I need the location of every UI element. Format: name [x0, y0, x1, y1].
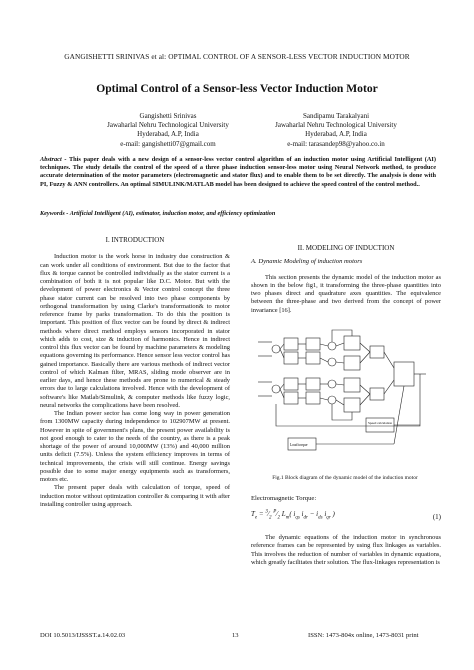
author-location: Hyderabad, A.P, India	[305, 130, 367, 139]
author-name: Gangishetti Srinivas	[139, 112, 197, 120]
intro-paragraph: The Indian power sector has come long way in power generation from 1300MW capacity during independence to 102907MW at present. However in spite of government's plans, the present power availability is not good enough to cater to the needs of the country, as there is a peak shortage of the power of around 10,000MW (13%) and 40,000 million units deficit (7.5%). Unless the system efficiency improves in terms of technical improvements, the crisis will still continue. Energy savings possible due to some major energy equipments such as transformers, motors etc.	[40, 410, 230, 483]
speed-block-label: Speed calculation	[368, 421, 393, 425]
author-affiliation: Jawaharlal Nehru Technological University	[275, 121, 397, 130]
intro-paragraph: The present paper deals with calculation of torque, speed of induction motor without optimization controller & comparing it with after installing controller using approach.	[40, 484, 230, 508]
equation-number: (1)	[432, 513, 441, 521]
subsection-heading: A. Dynamic Modeling of induction motors	[251, 258, 363, 266]
load-torque-label: Load torque	[290, 443, 308, 447]
equation-body: $T_e$ = $^3⁄_2$ $^P⁄_2$ $L_m$( $i_{qs}$ $i_{dr} - i_{ds}$ $i_{qr}$ )	[251, 510, 335, 521]
author-affiliation: Jawaharlal Nehru Technological University	[107, 121, 229, 130]
footer-issn: ISSN: 1473-804x online, 1473-8031 print	[308, 632, 419, 639]
torque-label: Electromagnetic Torque:	[251, 495, 317, 502]
author-email: e-mail: gangishetti07@gmail.com	[120, 139, 216, 148]
keywords-text: Artificial Intelligent (AI), estimator, induction motor, and efficiency optimization	[69, 210, 276, 217]
paper-title: Optimal Control of a Sensor-less Vector Induction Motor	[96, 82, 378, 95]
keywords	[40, 210, 436, 217]
left-column	[40, 236, 230, 509]
figure-caption: Fig.1 Block diagram of the dynamic model of the induction motor	[272, 475, 418, 481]
modeling-paragraph: The dynamic equations of the induction motor in synchronous reference frames can be represented by using flux linkages as variables. This involves the reduction of number of variables in dynamic equations, which greatly facilitates their solution. The flux-linkages representation is	[251, 534, 441, 566]
abstract	[40, 156, 436, 189]
right-column-top	[251, 244, 441, 315]
block-diagram-figure	[254, 322, 430, 462]
author-email: e-mail: tarasandep98@yahoo.co.in	[287, 139, 385, 148]
author-name: Sandipamu Tarakalyani	[302, 112, 370, 120]
intro-paragraph: Induction motor is the work horse in industry due construction & can work under all conditions of environment. But due to the factor that flux & torque cannot be controlled individually as the stator current is a combination of both it is not popular like D.C. Motor. But with the development of power electronics & Vector control concept the three phase stator current can be resolved into two phase components by orthogonal transformation by using Clarke's transformation& to motor reference frame by parks transformation. To do this the position is important. This position of flux vector can be found by direct & indirect methods where direct method employs sensors incorporated in stator which adds to cost, size & induction of harmonics. Hence in indirect control this flux vector can be found by machine parameters & modeling equations governing its performance. Hence sensor less vector control has gained importance. Basically there are various methods of indirect vector control of which Kalman filter, MRAS, sliding mode observer are in earlier days, and hence these methods are prone to numerical & steady errors due to large calculations involved. Hence with the development of software's like Matlab/Simulink, & computer methods like fuzzy logic, neural networks the complications have been resolved.	[40, 253, 230, 409]
section-heading-modeling: II. MODELING OF INDUCTION	[297, 244, 395, 252]
author-block-2	[236, 112, 436, 149]
abstract-text: This paper deals with a new design of a sensor-less vector control algorithm of an induction motor using Artificial Intelligent (AI) techniques. The study details the control of the speed of a three phase induction sensor-less motor using Neural Network method, to produce accurate determination of the motor parameters (electromagnetic and stator flux) and to enable them to be set directly. The analysis is done with PI, Fuzzy & ANN controllers. An optimal SIMULINK/MATLAB model has been designed to achieve the speed control of the control method..	[40, 156, 436, 188]
running-header: GANGISHETTI SRINIVAS et al: OPTIMAL CONTROL OF A SENSOR-LESS VECTOR INDUCTION MOTOR	[64, 52, 410, 61]
footer-page-number: 13	[232, 632, 239, 639]
author-location: Hyderabad, A.P, India	[137, 130, 199, 139]
section-heading-introduction: I. INTRODUCTION	[105, 236, 165, 244]
modeling-paragraph: This section presents the dynamic model of the induction motor as shown in the below fig1, it transforming the three-phase quantities into two phases direct and quadrature axes quantities. The equivalence between the three-phase and two derived from the concept of power invariance [16].	[251, 273, 441, 314]
footer-doi: DOI 10.5013/IJSSST.a.14.02.03	[40, 632, 126, 639]
keywords-label: Keywords -	[40, 210, 69, 217]
abstract-label: Abstract -	[40, 156, 67, 163]
right-column-bottom	[251, 534, 441, 567]
torque-equation	[251, 510, 441, 528]
